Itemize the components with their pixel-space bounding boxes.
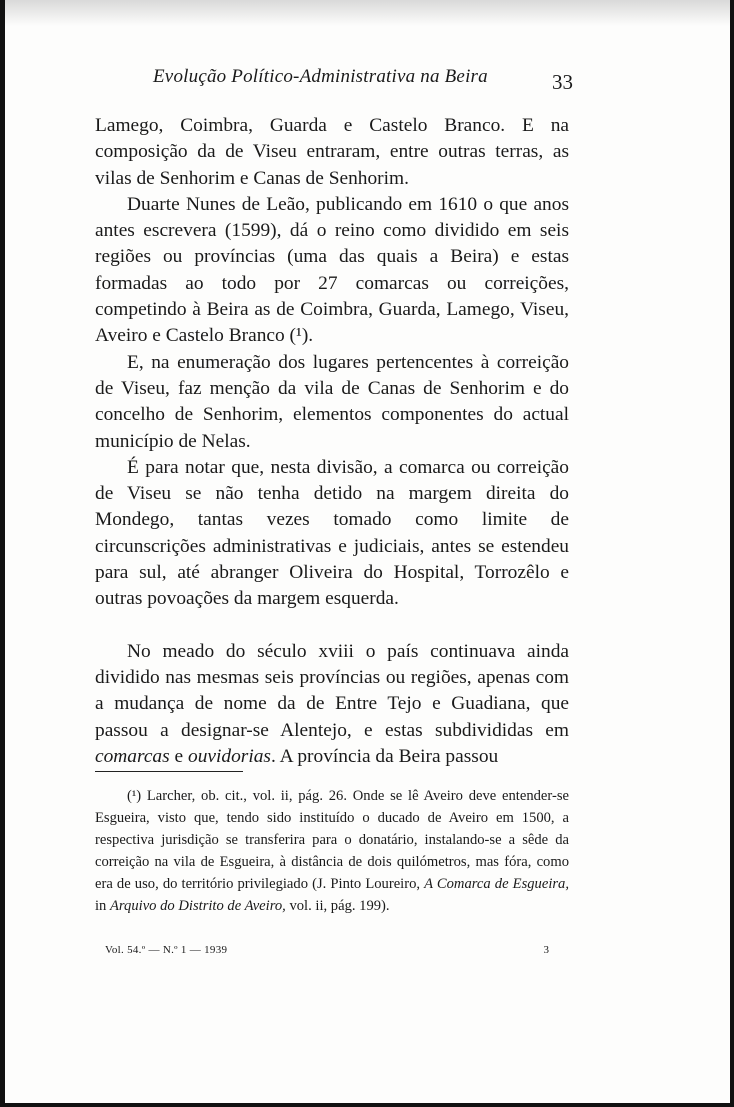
sheet-number: 3 bbox=[543, 944, 549, 956]
emphasis-term: comarcas bbox=[95, 745, 170, 767]
citation-title: Arquivo do Distrito de Aveiro, bbox=[110, 898, 286, 914]
paragraph-continuation: Lamego, Coimbra, Guarda e Castelo Branco. E na composição da de Viseu entraram, entre outras terras, as vilas de Senhorim e Canas de Senhorim. bbox=[95, 115, 569, 189]
page-header bbox=[95, 62, 573, 96]
paragraph: No meado do século xviii o país continuava ainda dividido nas mesmas seis províncias ou regiões, apenas com a mudança de nome da de Entre Tejo e Guadiana, que passou a designar-se Alentejo, e estas subdivididas em comarcas e ouvidorias. A província da Beira passou bbox=[95, 640, 569, 767]
footnotes bbox=[95, 785, 569, 917]
body-text bbox=[95, 113, 569, 770]
page-number: 33 bbox=[552, 70, 573, 94]
printer-signature: Vol. 54.º — N.º 1 — 1939 bbox=[105, 944, 228, 956]
footnote-divider bbox=[95, 771, 243, 772]
emphasis-term: ouvidorias bbox=[188, 745, 271, 767]
paragraph: É para notar que, nesta divisão, a comarca ou correição de Viseu se não tenha detido na margem direita do Mondego, tantas vezes tomado como limite de circunscrições administrativas e judiciais, antes se estendeu para sul, até abranger Oliveira do Hospital, Torrozêlo e outras povoações da margem esquerda. bbox=[95, 456, 569, 610]
running-title: Evolução Político-Administrativa na Beira bbox=[153, 66, 488, 87]
paragraph: Duarte Nunes de Leão, publicando em 1610 o que anos antes escrevera (1599), dá o reino como dividido em seis regiões ou províncias (uma das quais a Beira) e estas formadas ao todo por 27 comarcas ou correições, competindo à Beira as de Coimbra, Guarda, Lamego, Viseu, Aveiro e Castelo Branco (¹). bbox=[95, 193, 569, 347]
citation-title: A Comarca de Esgueira, bbox=[424, 876, 569, 892]
paragraph: E, na enumeração dos lugares pertencentes à correição de Viseu, faz menção da vila de Canas de Senhorim e do concelho de Senhorim, elementos componentes do actual município de Nelas. bbox=[95, 351, 569, 452]
footnote: (¹) Larcher, ob. cit., vol. ii, pág. 26. Onde se lê Aveiro deve entender-se Esgueira, visto que, tendo sido instituído o ducado de Aveiro em 1500, a respectiva jurisdição se transferira para o donatário, instalando-se a sêde da correição na vila de Esgueira, à distância de dois quilómetros, mas fóra, como era de uso, do território privilegiado (J. Pinto Loureiro, A Comarca de Esgueira, in Arquivo do Distrito de Aveiro, vol. ii, pág. 199). bbox=[95, 788, 569, 914]
scan-shadow bbox=[5, 0, 730, 26]
